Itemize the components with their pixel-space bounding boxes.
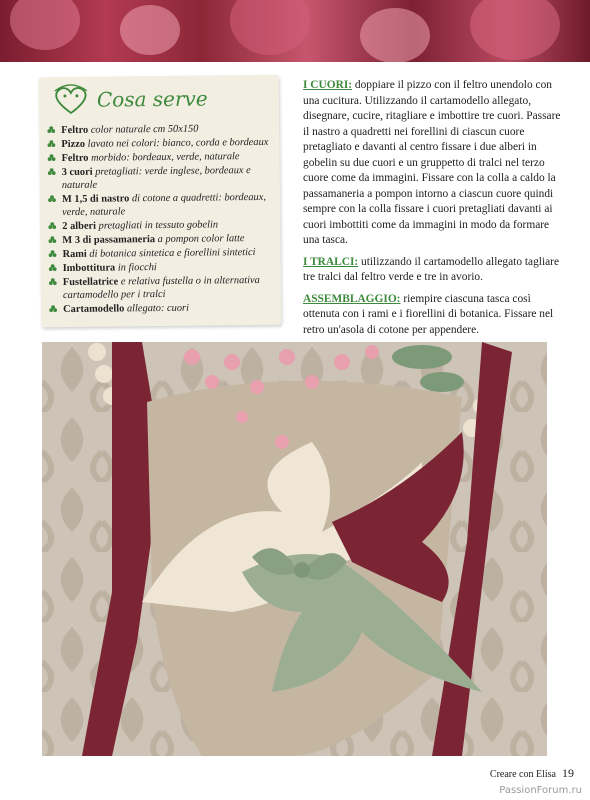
clover-bullet-icon: [47, 140, 55, 148]
note-header: [49, 81, 208, 117]
project-photo: [42, 342, 547, 756]
material-item: 2 alberi pretagliati in tessuto gobelin: [48, 218, 274, 233]
clover-bullet-icon: [48, 236, 56, 244]
material-item: Fustellatrice e relativa fustella o in alternativa cartamodello per i tralci: [49, 274, 275, 302]
material-item: Rami di botanica sintetica e fiorellini sintetici: [48, 246, 274, 261]
clover-bullet-icon: [48, 222, 56, 230]
clover-bullet-icon: [48, 154, 56, 162]
note-title: Cosa serve: [96, 86, 208, 112]
material-item: Pizzo lavato nei colori: bianco, corda e bordeaux: [47, 136, 273, 151]
material-item: 3 cuori pretagliati: verde inglese, bordeaux e naturale: [48, 164, 274, 192]
page-number: 19: [562, 766, 574, 780]
clover-bullet-icon: [49, 250, 57, 258]
clover-bullet-icon: [49, 264, 57, 272]
header-photo-band: [0, 0, 590, 62]
material-item: Feltro morbido: bordeaux, verde, naturale: [47, 150, 273, 165]
material-item: Cartamodello allegato: cuori: [49, 301, 275, 316]
magazine-name: Creare con Elisa: [489, 769, 556, 780]
clover-bullet-icon: [48, 195, 56, 203]
clover-bullet-icon: [47, 126, 55, 134]
material-item: Feltro color naturale cm 50x150: [47, 122, 273, 137]
clover-bullet-icon: [49, 278, 57, 286]
page-footer: [490, 766, 574, 781]
instruction-hearts: I CUORI: doppiare il pizzo con il feltro unendolo con una cucitura. Utilizzando il cartamodello allegato, disegnare, cucire, ritagliare e imbottire tre cuori. Passare il nastro a quadretti nei forellini di ciascun cuore pretagliato e davanti al centro fissare i due alberi in gobelin su due cuori e un gruppetto di tralci nel terzo cuore come da immagini. Fissare con la colla a caldo la passamaneria a pompon intorno a ciascun cuore quindi sempre con la colla fissare i cuori pretagliati davanti ai cuori imbottiti come da immagini in modo da formare una tasca.: [303, 79, 561, 246]
watermark: PassionForum.ru: [499, 785, 582, 796]
material-item: M 1,5 di nastro di cotone a quadretti: bordeaux, verde, naturale: [48, 191, 274, 219]
instruction-sprigs: I TRALCI: utilizzando il cartamodello allegato tagliare tre tralci dal feltro verde e tre in avorio.: [303, 255, 560, 283]
instruction-assembly: ASSEMBLAGGIO: riempire ciascuna tasca così ottenuta con i rami e i fiorellini di botanica. Fissare nel retro un'asola di cotone per appendere.: [303, 292, 554, 336]
materials-note: [39, 75, 282, 327]
felt-heart-pocket-illustration: [42, 342, 547, 756]
heart-basket-icon: [49, 83, 93, 117]
materials-list: [47, 122, 275, 317]
clover-bullet-icon: [48, 168, 56, 176]
material-item: Imbottitura in fiocchi: [49, 260, 275, 275]
clover-bullet-icon: [49, 305, 57, 313]
instructions-column: [303, 78, 565, 344]
material-item: M 3 di passamaneria a pompon color latte: [48, 232, 274, 247]
